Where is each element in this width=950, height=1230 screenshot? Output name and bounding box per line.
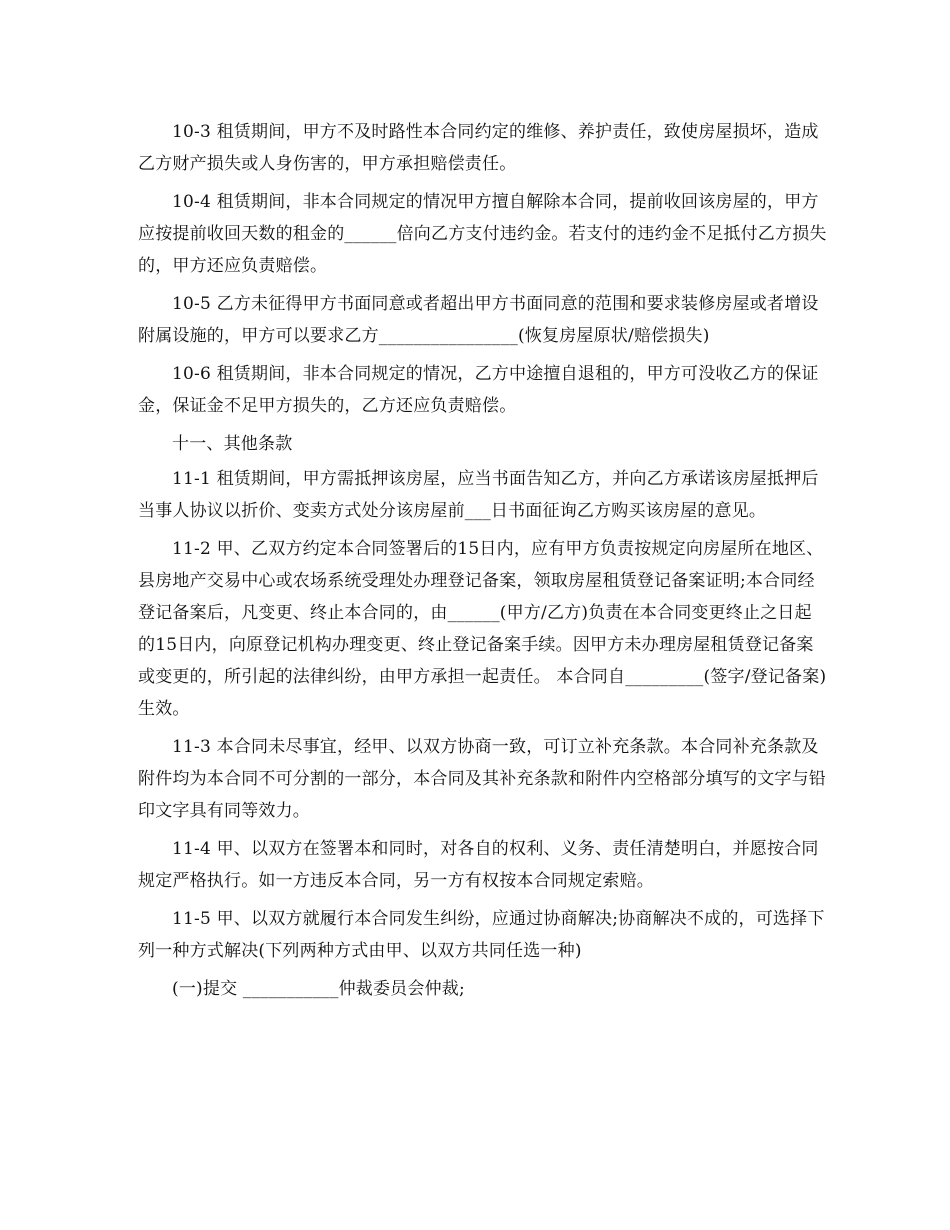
clause-10-3: 10-3 租赁期间，甲方不及时路性本合同约定的维修、养护责任，致使房屋损坏，造成乙方财产损失或人身伤害的，甲方承担赔偿责任。 — [138, 122, 819, 174]
clause-10-5: 10-5 乙方未征得甲方书面同意或者超出甲方书面同意的范围和要求装修房屋或者增设附属设施的，甲方可以要求乙方________________(恢复房屋原状/赔偿损失) — [138, 294, 819, 346]
section-heading-11: 十一、其他条款 — [172, 434, 293, 454]
clause-11-2: 11-2 甲、乙双方约定本合同签署后的15日内，应有甲方负责按规定向房屋所在地区、县房地产交易中心或农场系统受理处办理登记备案，领取房屋租赁登记备案证明;本合同经登记备案后，凡变更、终止本合同的，由______(甲方/乙方)负责在本合同变更终止之日起的15日内，向原登记机构办理变更、终止登记备案手续。因甲方未办理房屋租赁登记备案或变更的，所引起的法律纠纷，由甲方承担一起责任。 本合同自_________(签字/登记备案)生效。 — [138, 539, 827, 719]
clause-10-6: 10-6 租赁期间，非本合同规定的情况，乙方中途擅自退租的，甲方可没收乙方的保证金，保证金不足甲方损失的，乙方还应负责赔偿。 — [138, 364, 819, 416]
clause-11-5: 11-5 甲、以双方就履行本合同发生纠纷，应通过协商解决;协商解决不成的，可选择下列一种方式解决(下列两种方式由甲、以双方共同任选一种) — [138, 909, 825, 961]
clause-11-4: 11-4 甲、以双方在签署本和同时，对各自的权利、义务、责任清楚明白，并愿按合同规定严格执行。如一方违反本合同，另一方有权按本合同规定索赔。 — [138, 839, 819, 891]
arbitration-option-1: (一)提交 ___________仲裁委员会仲裁; — [172, 979, 465, 999]
clause-11-3: 11-3 本合同未尽事宜，经甲、以双方协商一致，可订立补充条款。本合同补充条款及附件均为本合同不可分割的一部分，本合同及其补充条款和附件内空格部分填写的文字与铅印文字具有同等效力。 — [138, 737, 826, 821]
clause-10-4: 10-4 租赁期间，非本合同规定的情况甲方擅自解除本合同，提前收回该房屋的，甲方应按提前收回天数的租金的______倍向乙方支付违约金。若支付的违约金不足抵付乙方损失的，甲方还应负责赔偿。 — [138, 192, 827, 276]
clause-11-1: 11-1 租赁期间，甲方需抵押该房屋，应当书面告知乙方，并向乙方承诺该房屋抵押后当事人协议以折价、变卖方式处分该房屋前___日书面征询乙方购买该房屋的意见。 — [138, 469, 819, 521]
document-body — [138, 116, 828, 1011]
